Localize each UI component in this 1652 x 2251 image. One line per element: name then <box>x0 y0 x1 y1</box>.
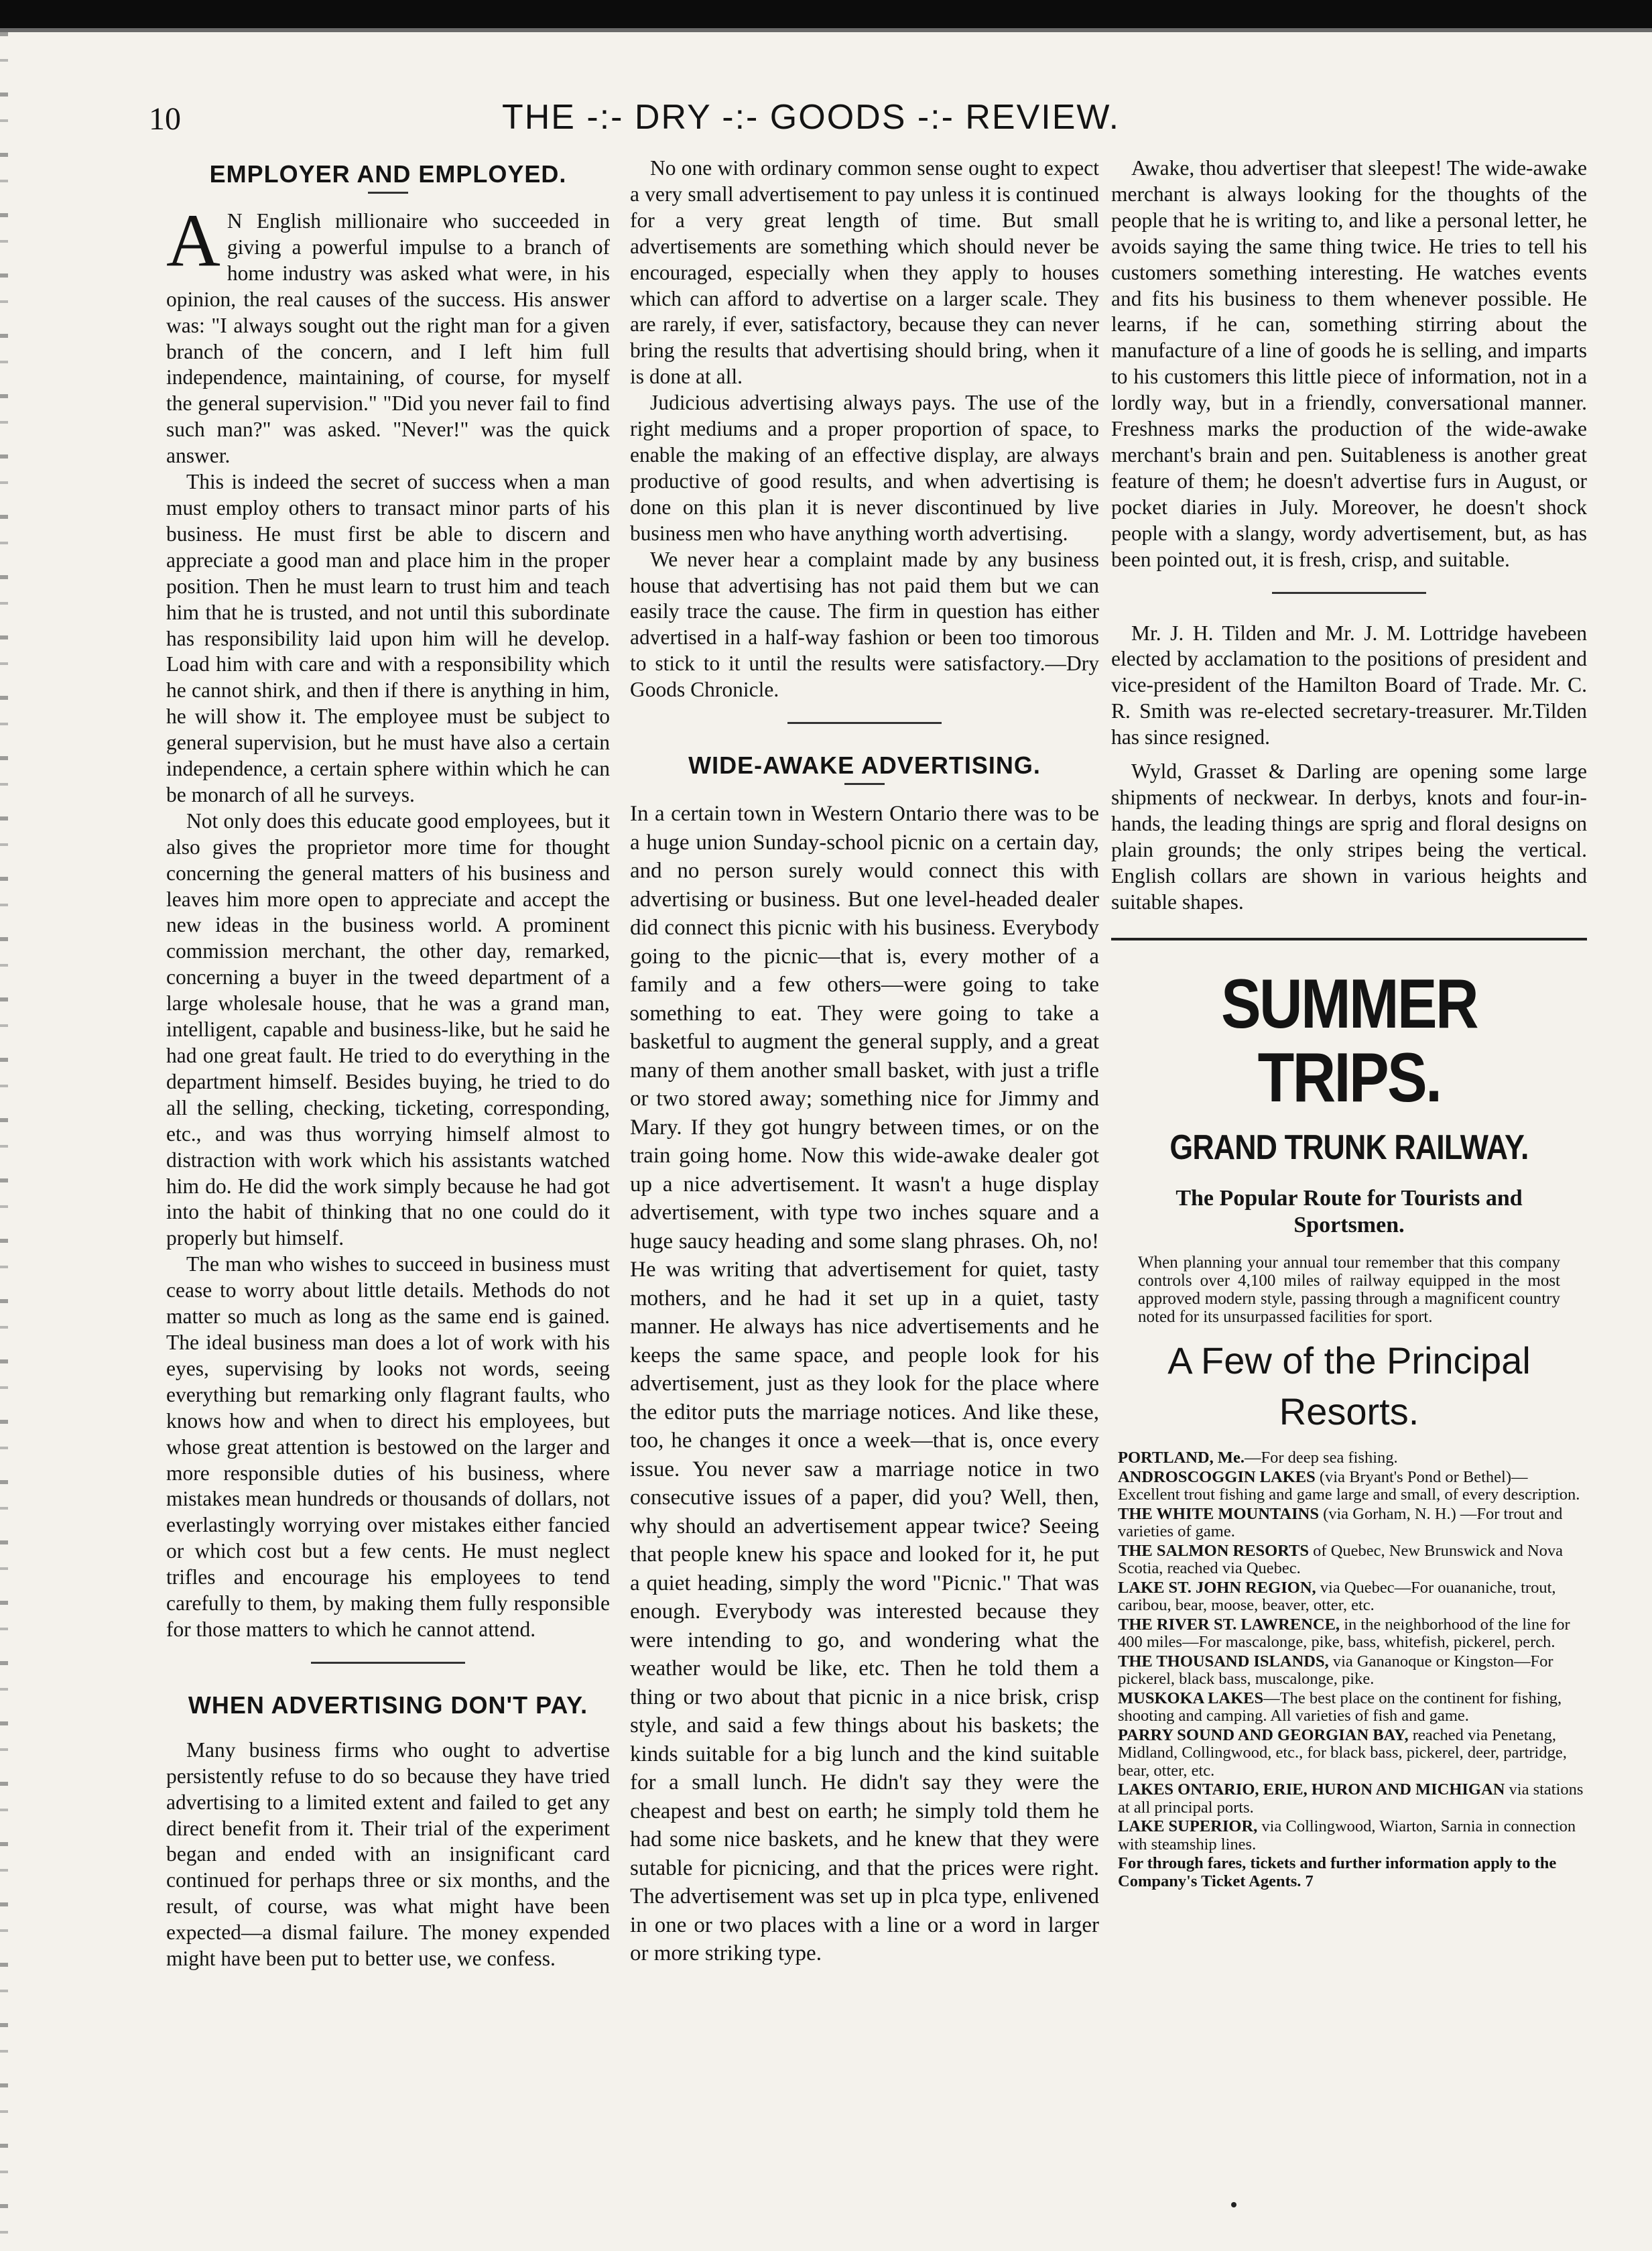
resort-item: PARRY SOUND AND GEORGIAN BAY, reached via Penetang, Midland, Collingwood, etc., for black bass, pickerel, deer, partridge, bear, otter, etc. <box>1118 1725 1567 1780</box>
running-title: THE -:- DRY -:- GOODS -:- REVIEW. <box>501 98 1121 137</box>
resort-list <box>1118 1449 1587 1890</box>
lead-text: N English millionaire who succeeded in giving a powerful impulse to a branch of home industry was asked what were, in his opinion, the real causes of the success. His answer was: "I always sought out the right man for a given branch of the concern, and I left him full independence, maintaining, of course, for myself the general supervision." "Did you never fail to find such man?" was asked. "Never!" was the quick answer. <box>166 209 610 468</box>
resort-item: THE SALMON RESORTS of Quebec, New Brunswick and Nova Scotia, reached via Quebec. <box>1118 1541 1564 1578</box>
section-rule <box>311 1662 465 1664</box>
ad-tagline: The Popular Route for Tourists and Sportsmen. <box>1176 1186 1523 1238</box>
resort-item: ANDROSCOGGIN LAKES (via Bryant's Pond or Bethel)—Excellent trout fishing and game large and small, of every description. <box>1118 1467 1580 1504</box>
paragraph: Many business firms who ought to advertise persistently refuse to do so because they have tried advertising to a limited extent and failed to get any direct benefit from it. Their trial of the experiment began and ended with an insignificant card continued for perhaps three or six months, and the result, of course, was what might have been expected—a dismal failure. The money expended might have been put to better use, we confess. <box>166 1738 610 1971</box>
title-rule <box>368 192 408 194</box>
resort-item: THE THOUSAND ISLANDS, via Gananoque or Kingston—For pickerel, black bass, muscalonge, pike. <box>1118 1652 1553 1689</box>
section-rule <box>1272 592 1426 594</box>
article-employer-title: EMPLOYER AND EMPLOYED. <box>209 160 567 188</box>
resort-item: PORTLAND, Me.—For deep sea fishing. <box>1118 1449 1398 1467</box>
resort-item: THE WHITE MOUNTAINS (via Gorham, N. H.) —For trout and varieties of game. <box>1118 1504 1563 1541</box>
paragraph: This is indeed the secret of success when a man must employ others to transact minor parts of his business. He must first be able to discern and appreciate a good man and place him in the proper position. Then he must learn to trust him and teach him that he is trusted, and not until this subordinate has responsibility laid upon him will he develop. Load him with care and with a responsibility which he cannot shirk, and then if there is anything in him, he will show it. The employee must be subject to general supervision, but he must have also a certain independence, a certain sphere within which he can be monarch of all he surveys. <box>166 470 610 806</box>
resort-item: LAKE SUPERIOR, via Collingwood, Wiarton, Sarnia in connection with steamship lines. <box>1118 1817 1576 1853</box>
drop-cap: A <box>166 199 220 282</box>
paragraph: The man who wishes to succeed in business must cease to worry about little details. Methods do not matter so much as long as the same end is gained. The ideal business man does a lot of work with his eyes, supervising by looks not words, seeing everything but remarking only flagrant faults, who knows how and when to direct his employees, but whose great attention is bestowed on the larger and more responsible duties of his business, where mistakes mean hundreds or thousands of dollars, not everlastingly worrying over mistakes either fancied or which cost but a few cents. He must neglect trifles and encourage his employees to tend carefully to them, by making them fully responsible for those matters to which he cannot attend. <box>166 1252 610 1641</box>
page-top-border <box>0 0 1652 28</box>
bottom-dot <box>1231 2202 1236 2207</box>
resort-item: LAKE ST. JOHN REGION, via Quebec—For ouananiche, trout, caribou, bear, moose, beaver, otter, etc. <box>1118 1578 1556 1615</box>
resort-item: THE RIVER ST. LAWRENCE, in the neighborhood of the line for 400 miles—For mascalonge, pike, bass, whitefish, pickerel, perch. <box>1118 1615 1570 1652</box>
news-note: Mr. J. H. Tilden and Mr. J. M. Lottridge havebeen elected by acclamation to the positions of president and vice-president of the Hamilton Board of Trade. Mr. C. R. Smith was re-elected secretary-treasurer. Mr.Tilden has since resigned. <box>1111 621 1587 749</box>
paragraph: In a certain town in Western Ontario there was to be a huge union Sunday-school picnic on a certain day, and no person surely would connect this with advertising or business. But one level-headed dealer did connect this picnic with his business. Everybody going to the picnic—that is, every mother of a family and a few others—were going to take something to eat. They were going to take a basketful to augment the general supply, and a great many of them another small basket, with just a trifle or two stored away; something nice for Jimmy and Mary. If they got hungry between times, or on the train going home. Now this wide-awake dealer got up a nice advertisement. It wasn't a huge display advertisement, with type two inches square and a huge saucy heading and some slang phrases. Oh, no! He was writing that advertisement for quiet, tasty mothers, and he had it set up in a quiet, tasty manner. He always has nice advertisements and he keeps the same space, and people look for his advertisement, just as they look for the place where the editor puts the marriage notices. And like these, too, he changes it once a week—that is, once every issue. You never saw a marriage notice in two consecutive issues of a paper, did you? Well, then, why should an advertisement appear twice? Seeing that people knew his space and looked for it, he put a quiet heading, simply the word "Picnic." That was enough. Everybody was interested because they were intending to go, and wondering what the weather would be like, etc. Then he told them a thing or two about that picnic in a nice brisk, crisp style, and said a few things about his baskets; the kinds suitable for a big lunch and the kind suitable for a small lunch. He didn't say they were the cheapest and best on earth; he simply told them he had some nice baskets, and he knew that they were sutable for picnicing, and that the prices were right. The advertisement was set up in plca type, enlivened in one or two places with a line or a word in larger or more striking type. <box>630 802 1099 1966</box>
page-top-edge <box>0 28 1652 32</box>
page-number: 10 <box>149 101 181 137</box>
column-2 <box>630 156 1099 1968</box>
article-employer-lead <box>166 199 610 469</box>
column-3 <box>1111 156 1587 1892</box>
resort-item: LAKES ONTARIO, ERIE, HURON AND MICHIGAN via stations at all principal ports. <box>1118 1780 1584 1817</box>
ad-resorts-heading: A Few of the Principal Resorts. <box>1167 1339 1531 1433</box>
article-advertising-title: WHEN ADVERTISING DON'T PAY. <box>188 1691 588 1719</box>
ad-title: SUMMER TRIPS. <box>1220 965 1478 1117</box>
page-left-edge <box>0 32 8 2251</box>
title-rule <box>844 783 885 785</box>
resort-item: MUSKOKA LAKES—The best place on the continent for fishing, shooting and camping. All varieties of fish and game. <box>1118 1689 1562 1725</box>
column-1 <box>166 156 610 1972</box>
ad-subtitle: GRAND TRUNK RAILWAY. <box>1169 1128 1529 1168</box>
ad-top-rule <box>1111 938 1587 940</box>
paragraph: No one with ordinary common sense ought to expect a very small advertisement to pay unless it is continued for a very great length of time. But small advertisements are something which should never be encouraged, especially when they apply to houses which can afford to advertise on a larger scale. They are rarely, if ever, satisfactory, because they can never bring the results that advertising should bring, when it is done at all. <box>630 156 1099 389</box>
paragraph: We never hear a complaint made by any business house that advertising has not paid them but we can easily trace the cause. The firm in question has either advertised in a half-way fashion or been too timorous to stick to it until the results were satisfactory.—Dry Goods Chronicle. <box>630 547 1099 702</box>
article-wideawake-title: WIDE-AWAKE ADVERTISING. <box>688 751 1041 780</box>
ad-intro: When planning your annual tour remember that this company controls over 4,100 miles of railway equipped in the most approved modern style, passing through a magnificent country noted for its unsurpassed facilities for sport. <box>1138 1254 1560 1327</box>
news-note: Wyld, Grasset & Darling are opening some large shipments of neckwear. In derbys, knots and four-in-hands, the leading things are sprig and floral designs on plain grounds; the only stripes being the vertical. English collars are shown in various heights and suitable shapes. <box>1111 759 1587 914</box>
railway-advertisement <box>1111 967 1587 1890</box>
section-rule <box>787 722 942 724</box>
ad-closing: For through fares, tickets and further information apply to the Company's Ticket Agents. 7 <box>1118 1854 1557 1890</box>
paragraph: Awake, thou advertiser that sleepest! The wide-awake merchant is always looking for the thoughts of the people that he is writing to, and like a personal letter, he avoids saying the same thing twice. He tries to tell his customers something interesting. He watches events and fits his business to them whenever possible. He learns, if he can, something stirring about the manufacture of a line of goods he is selling, and imparts to his customers this little piece of information, not in a lordly way, but in a friendly, conversational manner. Freshness marks the production of the wide-awake merchant's brain and pen. Suitableness is another great feature of them; he doesn't advertise furs in August, or pocket diaries in July. Moreover, he doesn't shock people with a slangy, wordy advertisement, but, as has been pointed out, it is fresh, crisp, and suitable. <box>1111 156 1587 571</box>
article-wideawake-body <box>630 800 1099 1968</box>
paragraph: Judicious advertising always pays. The use of the right mediums and a proper proportion of space, to enable the making of an effective display, are always productive of good results, and when advertising is done on this plan it is never discontinued by live business men who have anything worth advertising. <box>630 391 1099 545</box>
paragraph: Not only does this educate good employees, but it also gives the proprietor more time for thought concerning the general matters of his business and leaves him more open to appreciate and accept the new ideas in the business world. A prominent commission merchant, the other day, remarked, concerning a buyer in the tweed department of a large wholesale house, that he was a grand man, intelligent, capable and business-like, but he said he had one great fault. He tried to do everything in the department himself. Besides buying, he tried to do all the selling, checking, ticketing, corresponding, etc., and was thus worrying himself almost to distraction with work which his assistants watched him do. He did the work simply because he had got into the habit of thinking that no one could do it properly but himself. <box>166 808 610 1250</box>
